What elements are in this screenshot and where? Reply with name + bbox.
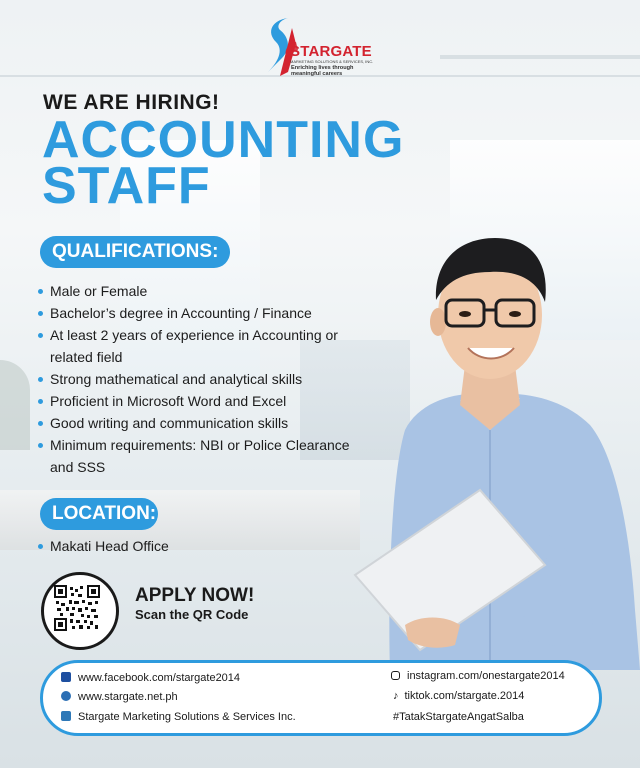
candidate-photo xyxy=(350,230,640,670)
list-item: At least 2 years of experience in Accounting or related field xyxy=(38,324,373,368)
brand-tagline: Enriching lives through meaningful careers xyxy=(291,65,354,77)
linkedin-icon xyxy=(61,711,71,721)
tiktok-icon: ♪ xyxy=(393,690,399,702)
list-item: Good writing and communication skills xyxy=(38,412,373,434)
contact-footer xyxy=(40,660,602,736)
hashtag: #TatakStargateAngatSalba xyxy=(393,711,524,723)
hiring-headline: WE ARE HIRING! xyxy=(43,91,220,114)
globe-icon xyxy=(61,691,71,701)
brand-name: STARGATE xyxy=(290,43,372,60)
list-item: Strong mathematical and analytical skills xyxy=(38,368,373,390)
tiktok-url: tiktok.com/stargate.2014 xyxy=(404,690,525,702)
list-item: Proficient in Microsoft Word and Excel xyxy=(38,390,373,412)
list-item: Male or Female xyxy=(38,280,373,302)
apply-now-heading: APPLY NOW! xyxy=(135,585,255,606)
location-label: LOCATION: xyxy=(40,498,158,530)
facebook-url: www.facebook.com/stargate2014 xyxy=(78,672,241,684)
job-title-line-1: ACCOUNTING xyxy=(42,111,405,169)
scan-qr-text: Scan the QR Code xyxy=(135,607,249,622)
brand-subtitle: MARKETING SOLUTIONS & SERVICES, INC. xyxy=(290,59,374,64)
tiktok-link[interactable] xyxy=(393,690,524,702)
qualifications-list xyxy=(38,280,373,478)
location-list xyxy=(38,535,373,557)
instagram-url: instagram.com/onestargate2014 xyxy=(407,670,565,682)
list-item: Makati Head Office xyxy=(38,535,373,557)
website-link[interactable] xyxy=(61,691,178,703)
instagram-icon xyxy=(391,671,400,680)
instagram-link[interactable] xyxy=(391,670,565,682)
ceiling-light xyxy=(440,55,640,59)
job-title-line-2: STAFF xyxy=(42,157,211,215)
list-item: Bachelor’s degree in Accounting / Finance xyxy=(38,302,373,324)
linkedin-link[interactable] xyxy=(61,711,296,723)
website-url: www.stargate.net.ph xyxy=(78,691,178,703)
job-title xyxy=(42,111,405,215)
qr-code[interactable] xyxy=(54,585,100,631)
linkedin-name: Stargate Marketing Solutions & Services Inc. xyxy=(78,711,296,723)
list-item: Minimum requirements: NBI or Police Clearance and SSS xyxy=(38,434,373,478)
facebook-link[interactable] xyxy=(61,672,240,684)
facebook-icon xyxy=(61,672,71,682)
background-plant xyxy=(0,360,30,450)
qualifications-label: QUALIFICATIONS: xyxy=(40,236,230,268)
